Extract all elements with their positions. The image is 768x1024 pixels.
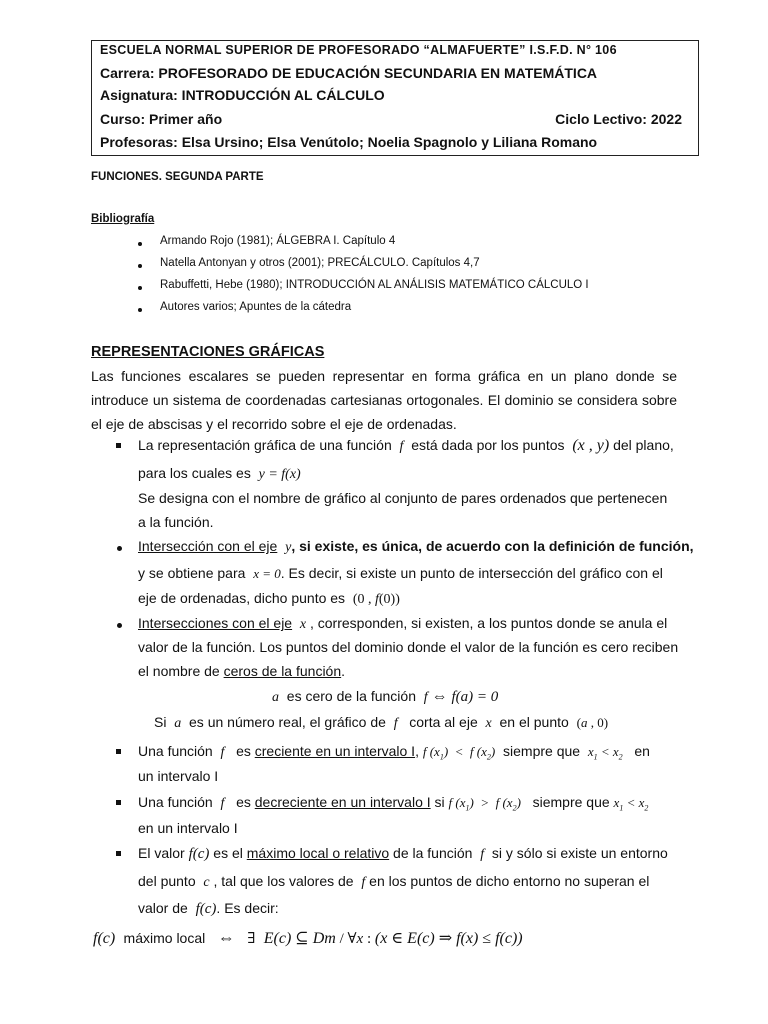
square-bullet-icon [116,800,121,805]
x-intercept-line3: el nombre de ceros de la función. [138,663,346,679]
bullet-graph-line1: La representación gráfica de una función f está dada por los puntos (x , y) del plano, [138,437,674,454]
intro-line: introduce un sistema de coordenadas cartesianas ortogonales. El dominio se considera sobre [91,392,677,408]
subject-line: Asignatura: INTRODUCCIÓN AL CÁLCULO [100,87,385,103]
local-max-formula: f(c) máximo local ⇔ ∃ E(c) ⊆ Dm / ∀x : (x ∈ E(c) ⇒ f(x) ≤ f(c)) [93,928,523,947]
intro-line: Las funciones escalares se pueden representar en forma gráfica en un plano donde se [91,368,677,384]
section-title: REPRESENTACIONES GRÁFICAS [91,344,325,360]
y-intercept-line1: Intersección con el eje y, si existe, es única, de acuerdo con la definición de función, [138,538,694,555]
bullet-icon [117,623,122,628]
bibliography-item: Armando Rojo (1981); ÁLGEBRA I. Capítulo 4 [160,235,396,247]
decreasing-line1: Una función f es decreciente en un intervalo I si f $(x_1) > f$ $(x_2)$ siempre que $x_1 < x_2$ [138,794,649,813]
increasing-line1: Una función f es creciente en un intervalo I, f $(x_1) < f$ $(x_2)$ siempre que $x_1 < x_2$ en [138,743,650,762]
local-max-line3: valor de f(c). Es decir: [138,900,279,917]
doc-title: FUNCIONES. SEGUNDA PARTE [91,171,264,183]
teachers-line: Profesoras: Elsa Ursino; Elsa Venútolo; Noelia Spagnolo y Liliana Romano [100,134,598,150]
header-box [91,40,699,156]
bullet-graph-line2: para los cuales es y = f(x) [138,465,301,482]
intro-line: el eje de abscisas y el recorrido sobre el eje de ordenadas. [91,416,457,432]
bullet-icon [138,286,142,290]
x-intercept-line2: valor de la función. Los puntos del dominio donde el valor de la función es cero reciben [138,639,679,655]
bullet-icon [138,308,142,312]
bibliography-heading: Bibliografía [91,213,155,225]
square-bullet-icon [116,749,121,754]
cycle-line: Ciclo Lectivo: 2022 [555,111,682,127]
bibliography-item: Natella Antonyan y otros (2001); PRECÁLCULO. Capítulos 4,7 [160,257,480,269]
bullet-graph-line4: a la función. [138,514,214,530]
local-max-line2: del punto c , tal que los valores de f en los puntos de dicho entorno no superan el [138,873,650,890]
y-intercept-line3: eje de ordenadas, dicho punto es (0 , f(0)) [138,590,400,607]
course-line: Curso: Primer año [100,111,223,127]
square-bullet-icon [116,851,121,856]
school-name: ESCUELA NORMAL SUPERIOR DE PROFESORADO “ALMAFUERTE” I.S.F.D. N° 106 [100,43,617,57]
bullet-icon [117,546,122,551]
x-intercept-line1: Intersecciones con el eje x , corresponden, si existen, a los puntos donde se anula el [138,615,668,632]
bullet-graph-line3: Se designa con el nombre de gráfico al conjunto de pares ordenados que pertenecen [138,490,668,506]
career-line: Carrera: PROFESORADO DE EDUCACIÓN SECUNDARIA EN MATEMÁTICA [100,65,598,81]
bibliography-item: Rabuffetti, Hebe (1980); INTRODUCCIÓN AL ANÁLISIS MATEMÁTICO CÁLCULO I [160,279,589,291]
zero-definition: a es cero de la función f ⇔ f(a) = 0 [272,688,499,705]
bullet-icon [138,264,142,268]
increasing-line2: un intervalo I [138,768,219,784]
bibliography-item: Autores varios; Apuntes de la cátedra [160,301,352,313]
decreasing-line2: en un intervalo I [138,820,238,836]
y-intercept-line2: y se obtiene para x = 0. Es decir, si existe un punto de intersección del gráfico con el [138,565,663,581]
zero-root-line: Si a es un número real, el gráfico de f corta al eje x en el punto (a , 0) [154,714,609,731]
square-bullet-icon [116,443,121,448]
bullet-icon [138,242,142,246]
local-max-line1: El valor f(c) es el máximo local o relativo de la función f si y sólo si existe un entorno [138,845,668,862]
